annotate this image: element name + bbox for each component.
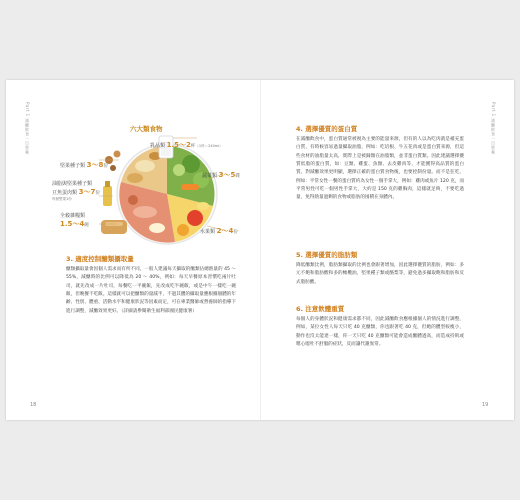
label-dairy xyxy=(150,140,223,150)
page-gutter xyxy=(260,80,261,420)
section-3-body: 醣類攝取量會因個人需求而有所不同，一般人建議每天攝取的醣類佔總熱量的 45 ～ 55%，減醣時的比例可以降低為 20 ～ 40%，例如：每天早餐原本習慣吃兩片吐司，就先改成一片吐司，每餐吃一平碗飯，先改成吃半碗飯，或是中午一樣吃一碗飯，但晚餐不吃飯。這樣就可以把醣類的量減半，不過其體的攝取量應根據個體的年齡、性別、體重、活動水平和健康狀況等因素而定，可在專業醫師或營養師的指導下進行調整，減醣效果更好。（詳細請參閱衛生福利部國民健康署） xyxy=(66,267,236,314)
label-dairy-unit: 杯 xyxy=(190,144,196,149)
label-protein-name: 豆魚蛋肉類 xyxy=(52,190,78,196)
label-vegetables xyxy=(202,170,240,180)
label-veg-name: 蔬菜類 xyxy=(202,173,218,179)
right-page-number: 19 xyxy=(482,402,489,408)
figure-title: 六大類食物 xyxy=(130,125,163,133)
section-6-body: 每個人的身體狀況和健康需求都不同，因此減醣飲食應根據個人的情況進行調整，例如，某位女性人每天只吃 40 克醣類，你也跟著吃 40 克，但她的體型較瘦小，動作也沒太能達一樣，你一天只吃 40 克醣類可能會造成醣體過高，而造成持飢或嗯心噁吐不舒服的症狀，反而讓代謝異常。 xyxy=(296,317,464,348)
section-5-title: 5. 選擇優質的脂肪類 xyxy=(296,251,358,259)
label-protein xyxy=(52,180,100,202)
section-4-title: 4. 選擇優質的蛋白質 xyxy=(296,125,358,133)
label-protein-extra1: 油脂與堅果種子類 xyxy=(52,181,93,187)
label-fruit-name: 水果類 xyxy=(200,229,216,235)
label-protein-unit: 份 xyxy=(95,191,100,196)
label-grains xyxy=(60,212,89,229)
section-4-body: 在減醣飲食中，蛋白質通常被視為主要的能量來源，但有的人以為吃肉就是補充蛋白質，有時候容易過量攝取油脂，例如：吃培根、牛五花肉或是蛋白質來源，但這些食材的油脂量太高，實際上是被歸類在油脂類，並非蛋白質類。因此建議選擇優質低脂的蛋白質，如：豆類、雞蛋、魚類、去皮雞肉等，才能獲得高品質的蛋白質。對減醣效果更明顯，選擇正確的蛋白質食物後，也要控制份量。而不是狂吃，例如：平常女性一餐的蛋白質約為女性一個手掌大，例如：雞肉或魚片 120 克，而平常男性可吃一個男性手掌大，大約是 150 克的雞胸肉，這樣就足夠，不要吃過量，免得熱量過剩的食物或脂肪的囤積在身體內。 xyxy=(296,137,464,201)
label-protein-extra2: 每餐堅果1份 xyxy=(52,197,72,201)
label-dairy-name: 乳品類 xyxy=(150,143,166,149)
label-protein-amount: 3～7 xyxy=(78,188,96,196)
label-grains-name: 全穀雜糧類 xyxy=(60,213,86,219)
section-6-title: 6. 注意飲體重質 xyxy=(296,305,345,313)
label-grains-unit: 碗 xyxy=(84,223,89,228)
section-5-body: 降低醣類比例，脂肪類攝取的比例也會跟著增加，因此選擇優質的脂肪，例如：多元不飽和脂肪酸和多的橄欖油，堅果種子類或酪梨等，避免過多攝取飽和脂肪和反式脂肪酸。 xyxy=(296,263,464,285)
left-side-label: Part 1 減醣飲食一日營養 xyxy=(25,102,30,155)
label-nuts-amount: 3～8 xyxy=(86,161,104,169)
right-side-label: Part 1 減醣飲食一日營養 xyxy=(491,102,496,155)
label-veg-amount: 3～5 xyxy=(218,171,236,179)
left-page-number: 18 xyxy=(30,402,37,408)
book-spread xyxy=(6,80,514,420)
label-dairy-note: （1杯＝240ml） xyxy=(195,144,223,148)
label-fruits xyxy=(200,226,238,236)
label-fruit-unit: 份 xyxy=(233,230,238,235)
section-3-title: 3. 適度控制醣類攝取量 xyxy=(66,255,134,263)
label-nuts xyxy=(60,160,108,170)
label-dairy-amount: 1.5～2 xyxy=(166,141,191,149)
label-nuts-name: 堅果種子類 xyxy=(60,163,86,169)
label-grains-amount: 1.5～4 xyxy=(60,220,85,228)
label-nuts-unit: 份 xyxy=(103,164,108,169)
label-veg-unit: 碟 xyxy=(235,174,240,179)
label-fruit-amount: 2～4 xyxy=(216,227,234,235)
